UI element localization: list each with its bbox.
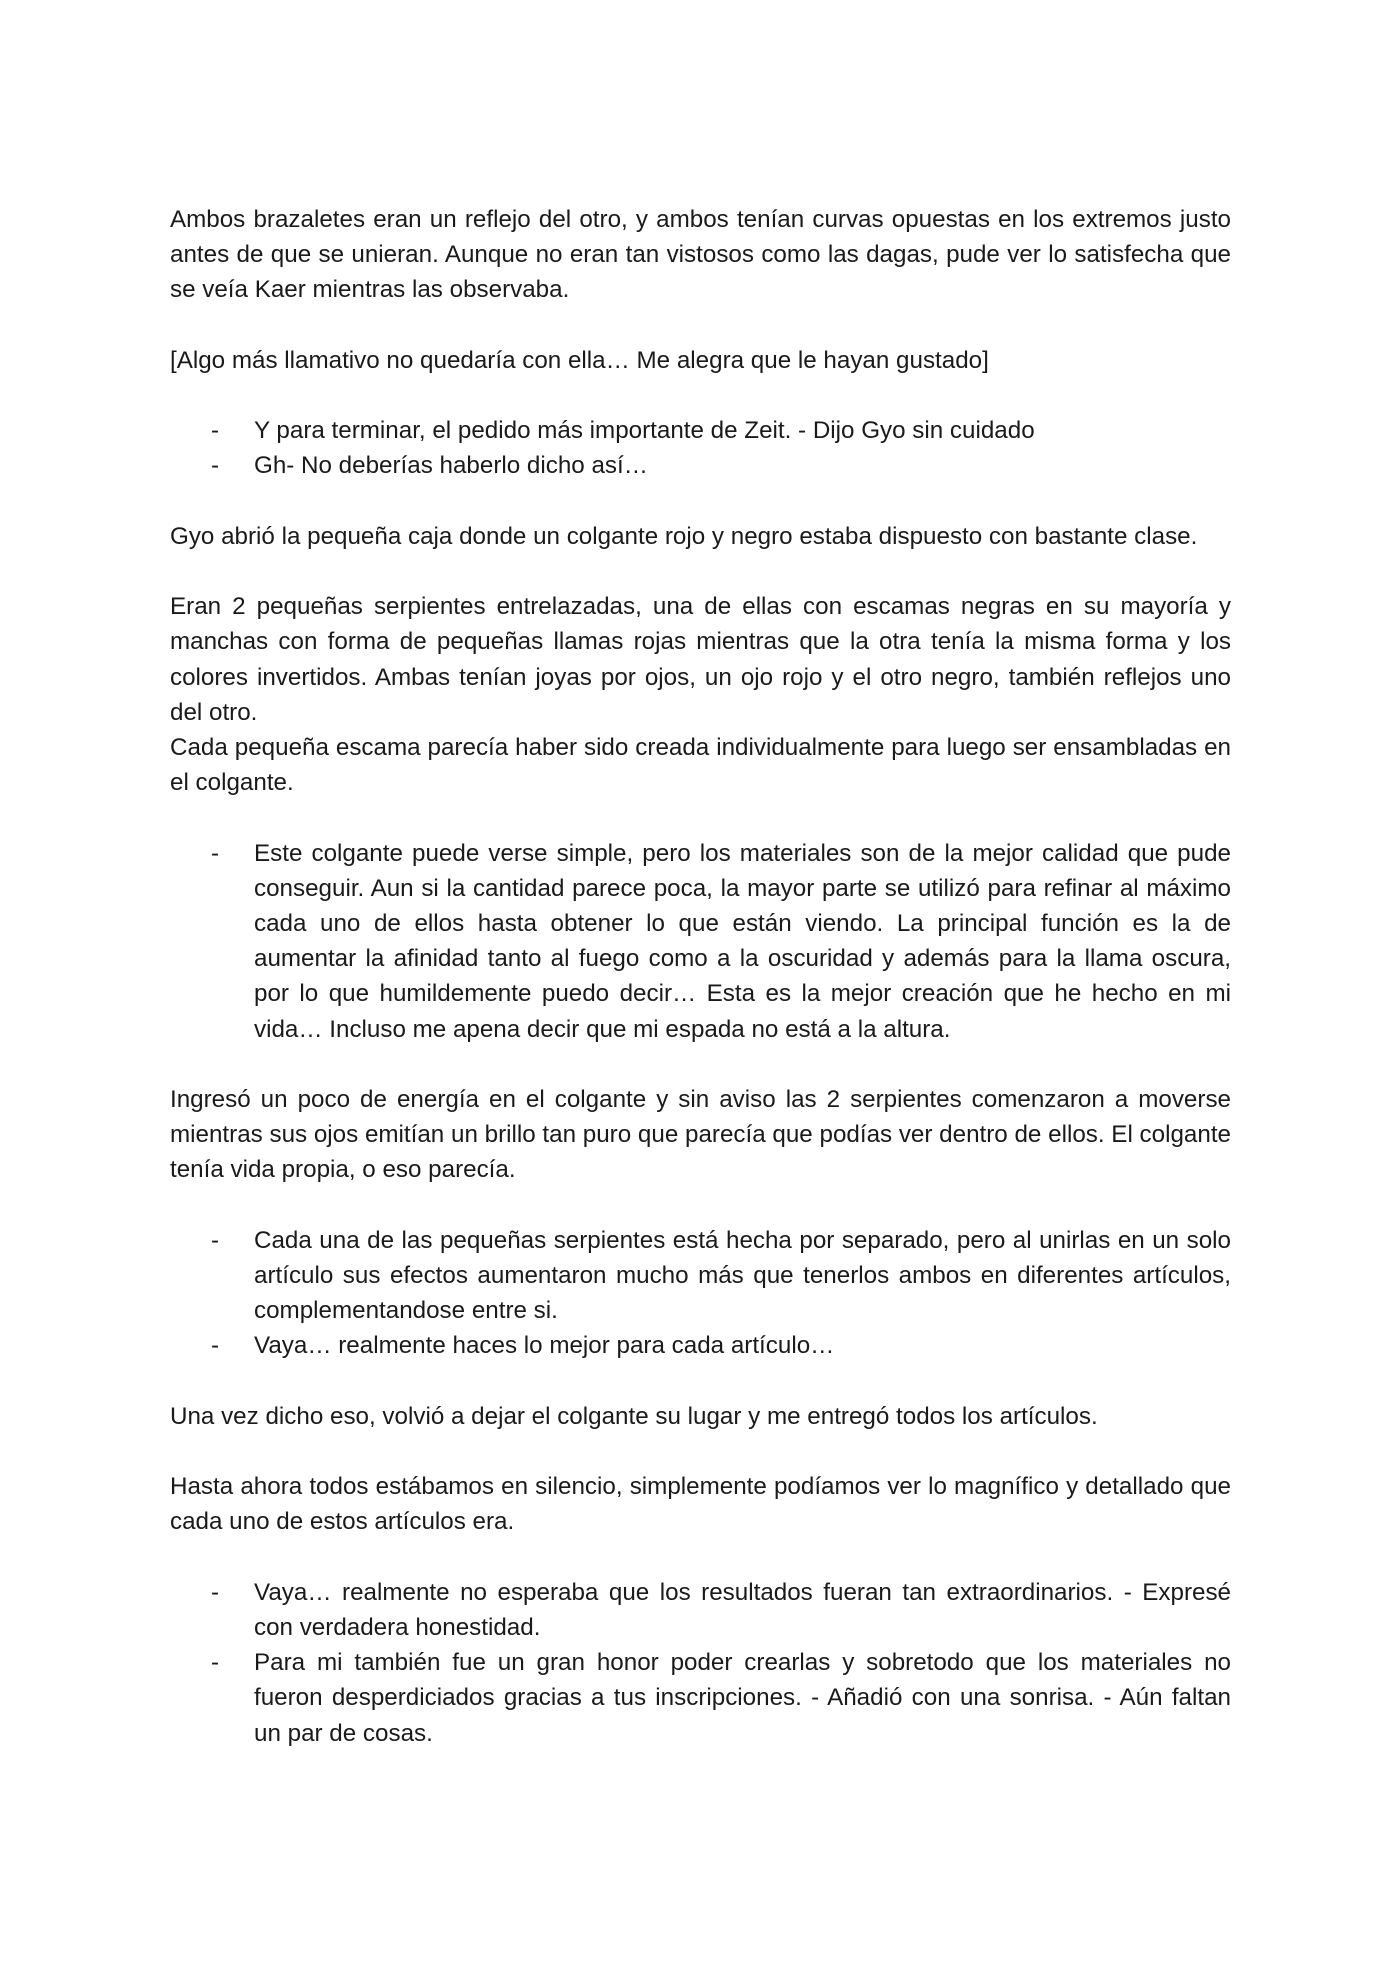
paragraph: Hasta ahora todos estábamos en silencio, simplemente podíamos ver lo magnífico y detallado que cada uno de estos artículos era. — [170, 1473, 1231, 1536]
paragraph: Ambos brazaletes eran un reflejo del otro, y ambos tenían curvas opuestas en los extremos justo antes de que se unieran. Aunque no eran tan vistosos como las dagas, pude ver lo satisfecha que se veía Kaer mientras las observaba. — [170, 206, 1231, 304]
paragraph: Cada pequeña escama parecía haber sido creada individualmente para luego ser ensambladas en el colgante. — [170, 733, 1231, 797]
paragraph: [Algo más llamativo no quedaría con ella… Me alegra que le hayan gustado] — [170, 346, 989, 374]
paragraph: Eran 2 pequeñas serpientes entrelazadas, una de ellas con escamas negras en su mayoría y manchas con forma de pequeñas llamas rojas mientras que la otra tenía la misma forma y los colores invertidos. Ambas tenían joyas por ojos, un ojo rojo y el otro negro, también reflejos uno del otro. — [170, 593, 1231, 726]
document-page — [170, 202, 1231, 1786]
dialogue-list — [170, 413, 1231, 483]
dialogue-text: Para mi también fue un gran honor poder crearlas y sobretodo que los materiales no fueron desperdiciados gracias a tus inscripciones. - Añadió con una sonrisa. - Aún faltan un par de cosas. — [254, 1649, 1231, 1747]
paragraph: Ingresó un poco de energía en el colgante y sin aviso las 2 serpientes comenzaron a moverse mientras sus ojos emitían un brillo tan puro que parecía que podías ver dentro de ellos. El colgante tenía vida propia, o eso parecía. — [170, 1085, 1231, 1184]
dialogue-item — [170, 836, 1231, 1047]
dash-marker: - — [211, 452, 220, 480]
dialogue-item — [170, 1575, 1231, 1645]
dialogue-item — [170, 448, 1231, 483]
dash-marker: - — [211, 1226, 220, 1254]
dash-marker: - — [211, 1332, 220, 1360]
dialogue-list — [170, 836, 1231, 1047]
paragraph: Una vez dicho eso, volvió a dejar el colgante su lugar y me entregó todos los artículos. — [170, 1402, 1098, 1430]
dialogue-item — [170, 1645, 1231, 1751]
dialogue-text: Vaya… realmente haces lo mejor para cada artículo… — [254, 1332, 835, 1360]
dialogue-item — [170, 1328, 1231, 1363]
dash-marker: - — [211, 1649, 220, 1677]
dash-marker: - — [211, 839, 220, 867]
dialogue-text: Este colgante puede verse simple, pero los materiales son de la mejor calidad que pude conseguir. Aun si la cantidad parece poca, la mayor parte se utilizó para refinar al máximo cada uno de ellos hasta obtener lo que están viendo. La principal función es la de aumentar la afinidad tanto al fuego como a la oscuridad y además para la llama oscura, por lo que humildemente puedo decir… Esta es la mejor creación que he hecho en mi vida… Incluso me apena decir que mi espada no está a la altura. — [254, 839, 1231, 1043]
dialogue-list — [170, 1575, 1231, 1751]
dialogue-text: Vaya… realmente no esperaba que los resultados fueran tan extraordinarios. - Expresé con verdadera honestidad. — [254, 1578, 1231, 1641]
dialogue-list — [170, 1223, 1231, 1364]
dialogue-text: Cada una de las pequeñas serpientes está hecha por separado, pero al unirlas en un solo artículo sus efectos aumentaron mucho más que tenerlos ambos en diferentes artículos, complementandose entre si. — [254, 1226, 1231, 1325]
dialogue-text: Y para terminar, el pedido más importante de Zeit. - Dijo Gyo sin cuidado — [254, 417, 1035, 445]
dash-marker: - — [211, 417, 220, 445]
dash-marker: - — [211, 1578, 220, 1606]
dialogue-item — [170, 1223, 1231, 1329]
paragraph: Gyo abrió la pequeña caja donde un colgante rojo y negro estaba dispuesto con bastante clase. — [170, 522, 1198, 550]
dialogue-item — [170, 413, 1231, 448]
dialogue-text: Gh- No deberías haberlo dicho así… — [254, 452, 648, 480]
